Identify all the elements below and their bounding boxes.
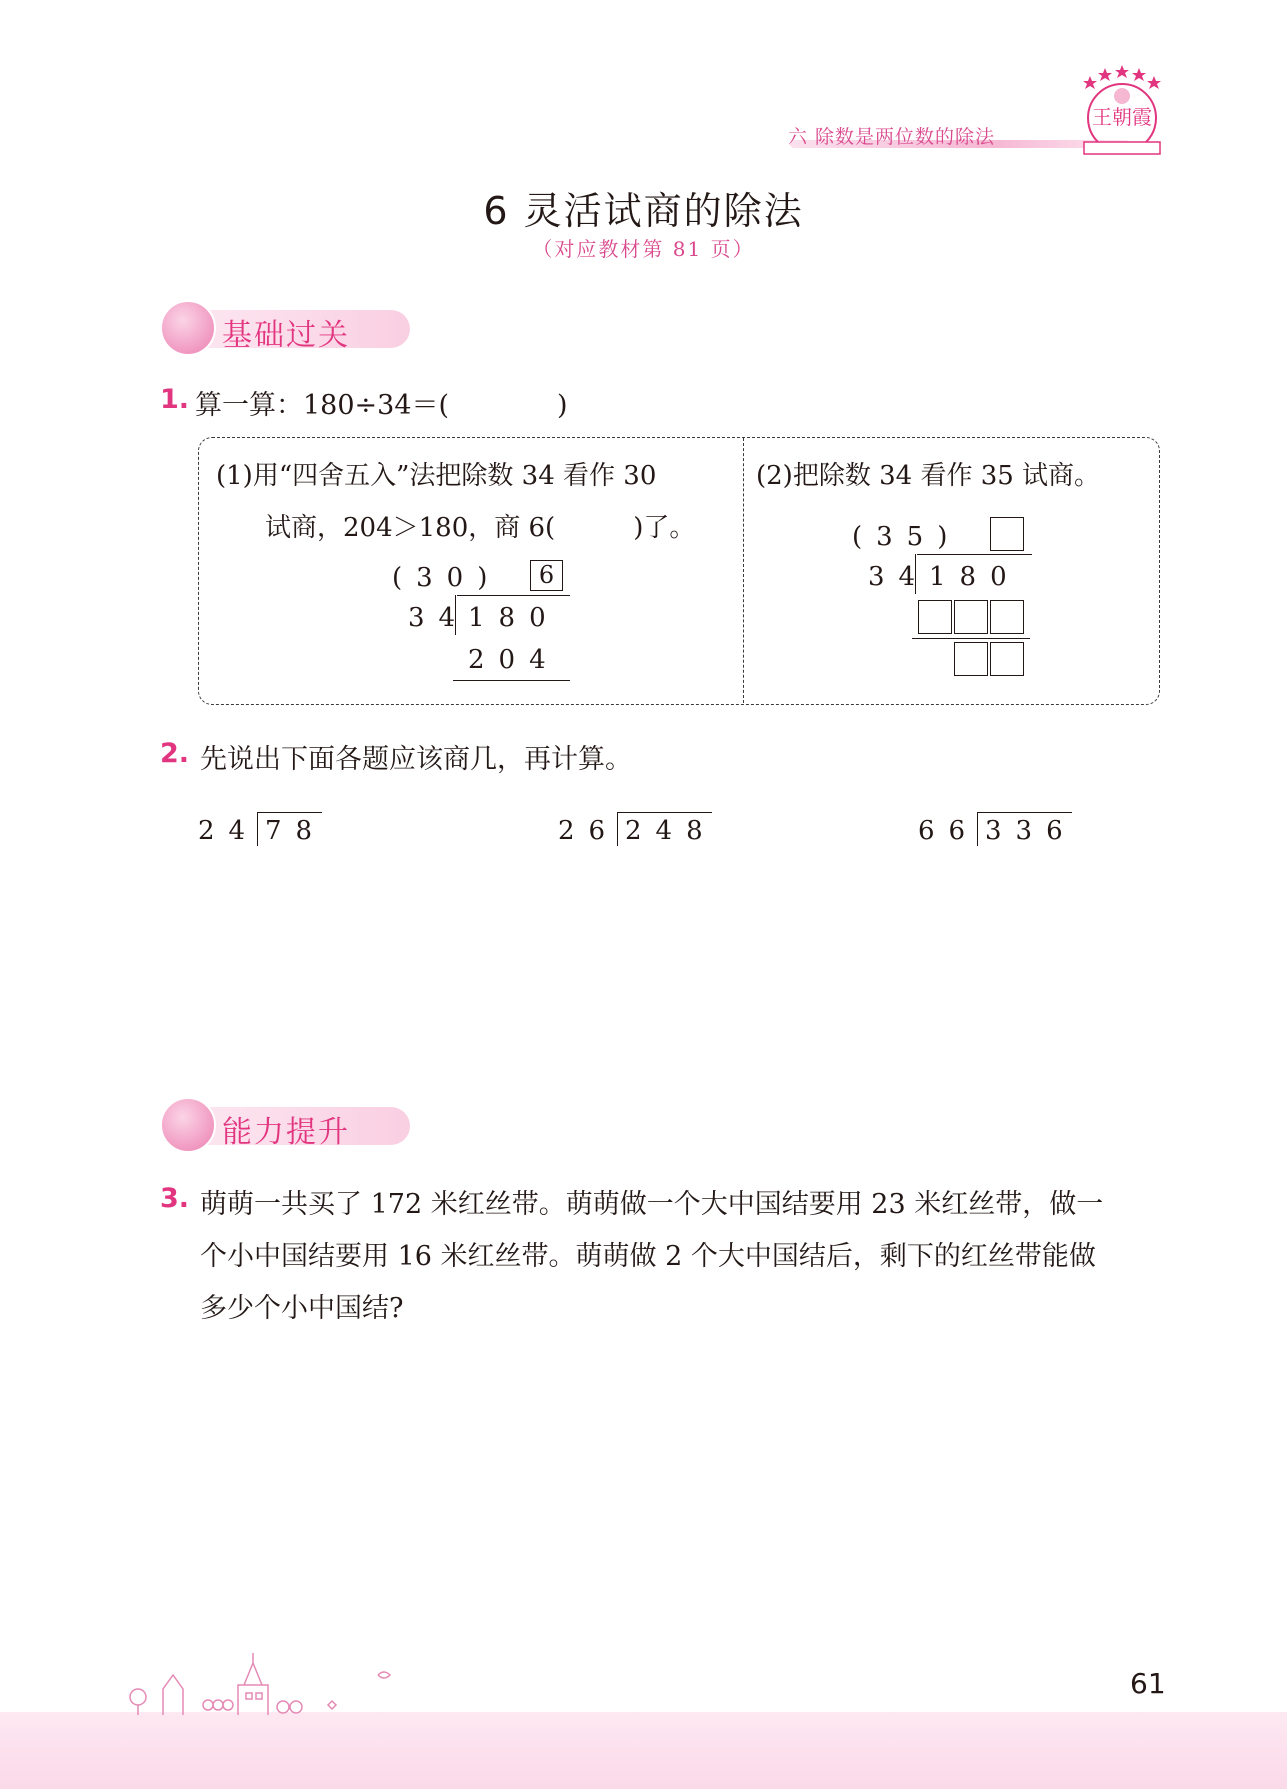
part-1-quotient-box: 6 — [530, 560, 563, 591]
question-3-number: 3. — [160, 1183, 190, 1214]
footer-band — [0, 1712, 1287, 1789]
textbook-reference: （对应教材第 81 页） — [532, 237, 755, 261]
question-2-text: 先说出下面各题应该商几，再计算。 — [200, 744, 632, 775]
question-3-line-3: 多少个小中国结? — [200, 1293, 404, 1324]
dividend: 78 — [265, 816, 327, 846]
mascot-icon — [160, 1097, 216, 1153]
question-2-number: 2. — [160, 738, 190, 769]
part-2-line-1: (2)把除数 34 看作 35 试商。 — [756, 461, 1101, 491]
division-problem-3 — [918, 808, 1078, 858]
part-2-dividend: 180 — [929, 562, 1021, 592]
division-bracket — [257, 812, 258, 846]
subtraction-line — [912, 638, 1030, 639]
division-problem-2 — [558, 808, 718, 858]
divisor: 24 — [198, 816, 260, 846]
division-bracket — [617, 812, 618, 846]
question-3-line-1: 萌萌一共买了 172 米红丝带。萌萌做一个大中国结要用 23 米红丝带，做一 — [200, 1189, 1104, 1220]
section-basic — [160, 300, 420, 356]
part-1-dividend: 180 — [468, 603, 560, 633]
chapter-title: 六 除数是两位数的除法 — [788, 126, 996, 148]
logo-text: 王朝霞 — [1092, 105, 1152, 129]
part-2-quotient-box[interactable] — [990, 517, 1024, 551]
question-3-line-2: 个小中国结要用 16 米红丝带。萌萌做 2 个大中国结后，剩下的红丝带能做 — [200, 1241, 1096, 1272]
box-divider — [743, 438, 744, 703]
section-advanced — [160, 1097, 420, 1153]
division-bracket — [977, 812, 978, 846]
answer-box[interactable] — [918, 600, 952, 634]
division-bar — [618, 812, 712, 813]
division-bar — [258, 812, 322, 813]
section-advanced-label: 能力提升 — [222, 1115, 350, 1150]
answer-box[interactable] — [954, 642, 988, 676]
subtraction-line — [453, 680, 570, 681]
lesson-title: 6 灵活试商的除法 — [483, 189, 804, 233]
publisher-logo — [1072, 62, 1172, 158]
footer-town-illustration — [118, 1645, 398, 1717]
dividend: 248 — [625, 816, 717, 846]
part-1-line-2: 试商，204＞180，商 6( )了。 — [265, 513, 696, 543]
part-2-trial-divisor: (35) — [852, 522, 962, 552]
part-2-divisor: 34 — [868, 562, 930, 592]
page-number: 61 — [1130, 1667, 1166, 1700]
part-1-divisor: 34 — [408, 603, 470, 633]
dividend: 336 — [985, 816, 1077, 846]
mascot-icon — [160, 300, 216, 356]
division-bar — [978, 812, 1072, 813]
divisor: 66 — [918, 816, 980, 846]
part-1-product: 204 — [468, 645, 560, 675]
part-1-trial-divisor: (30) — [392, 563, 502, 593]
answer-box[interactable] — [990, 600, 1024, 634]
division-bar — [457, 595, 570, 596]
part-1-line-1: (1)用“四舍五入”法把除数 34 看作 30 — [216, 461, 657, 491]
question-1-number: 1. — [160, 384, 190, 415]
section-basic-label: 基础过关 — [222, 318, 350, 353]
division-problem-1 — [198, 808, 328, 858]
answer-box[interactable] — [990, 642, 1024, 676]
answer-box[interactable] — [954, 600, 988, 634]
divisor: 26 — [558, 816, 620, 846]
question-1-text: 算一算：180÷34＝( ) — [195, 390, 568, 421]
division-bar — [917, 554, 1032, 555]
